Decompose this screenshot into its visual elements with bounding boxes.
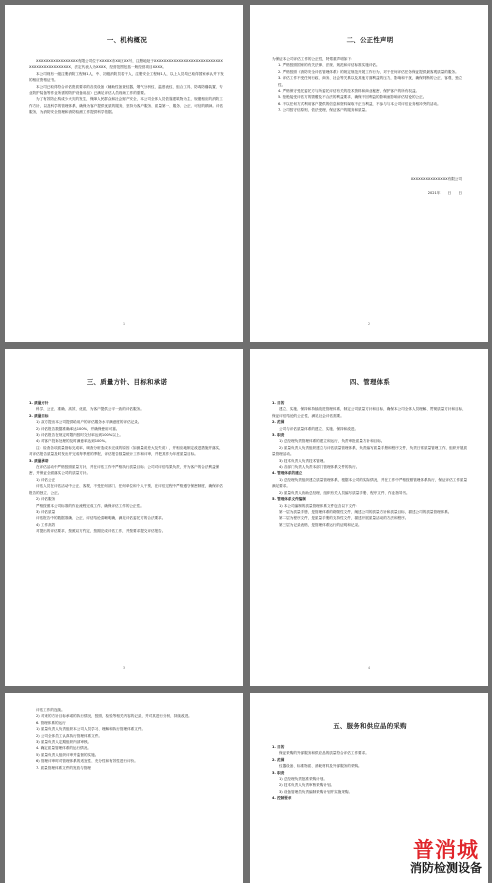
- paragraph: 3) 评估报告在规定时限内按时交付率达到100%以上。: [36, 433, 123, 438]
- signature-block: [272, 172, 468, 200]
- page-body: [29, 707, 225, 771]
- paragraph: 3. 职责: [272, 770, 285, 775]
- paragraph: 3) 质量负责人定期组织内部审核。: [36, 740, 92, 745]
- paragraph: 3. 质量承诺: [29, 458, 49, 463]
- paragraph: 4. 管理体系的建立: [272, 471, 303, 476]
- paragraph: 保证采购的外部服务和供应品的质量符合评估工作要求。: [279, 751, 369, 756]
- paragraph: 1. 目的: [272, 401, 285, 405]
- paragraph: 5. 管理体系文件编制: [272, 497, 306, 502]
- paragraph: 1) 评估公正: [36, 477, 56, 482]
- watermark-line1: 普消城: [412, 838, 479, 862]
- paragraph: 建立、实施、保持和持续改进管理体系，制定公司质量方针和目标，确保本公司全体人员理解、贯彻质量方针和目标，保证评估结论的公正性，满足社会评估需要。: [272, 407, 466, 418]
- paragraph: 为了有效防止构成少火灾的发生，保障人民群众和社会财产安全，本公司全体人员依靠建筑物为主，规避相应的消防工作方针，以及科学的管理体系，确保为客户提供优质的服务，坚持为客户服务、质量第一、服务、公正、可信的精神。评估服务，为消防安全管理和消防检测工作提供科学依据。: [29, 97, 224, 115]
- paragraph: 1) 总经理负责批准采购计划。: [279, 777, 327, 782]
- paragraph: 1) 总经理负责管理体系的建立和运行，负责审批质量方针和目标。: [279, 439, 385, 444]
- paragraph: 1. 严格按照国家的有关法律、法规、规范和评估标准实施评估。: [278, 63, 380, 68]
- statement-list: [272, 62, 468, 113]
- paragraph: 3) 技术负责人负责技术管理。: [279, 458, 327, 463]
- paragraph: 3) 评估质量: [36, 509, 56, 514]
- paragraph: 第三层为记录表格，是管理体系运行的证明和记录。: [279, 522, 362, 527]
- page-number: 1: [122, 322, 126, 326]
- paragraph: 2. 范围: [272, 757, 285, 762]
- paragraph: 2. 质量目标: [29, 413, 49, 418]
- intro-text: 为保证本公司评估工作的公正性，特郑重声明如下：: [272, 57, 355, 61]
- section-title: 五、服务和供应品的采购: [333, 722, 407, 730]
- paragraph: 7. 质量管理体系文件的发放与管理: [36, 765, 91, 770]
- page-number: 4: [367, 666, 371, 670]
- page-body: [29, 58, 225, 116]
- paragraph: 仪器设备、标准物质、消耗材料及外部服务的采购。: [279, 764, 362, 769]
- paragraph: 4) 工作高效: [36, 522, 56, 527]
- page-number: 2: [367, 322, 371, 326]
- sign-date: 2021年 日 日: [427, 190, 462, 195]
- paragraph: 3. 职责: [272, 433, 285, 438]
- paragraph: XXXXXXXXXXXXXXXXX有限公司位于XXXXX市XX区XX号，注册地址于XXXXXXXXXXXXXXXXXXXXXXXXXXXXXXXXXXXXXXXXXXXXX，法定代表人为XXXX，经营范围包括一般经营项目XXXX。: [29, 59, 223, 70]
- paragraph: 2) 评估报告数据准确率达100%，并确保使用可靠。: [36, 426, 120, 431]
- paragraph: 1) 双方提出本公司提供给用户的评估服务水平满意度的评估记录。: [36, 420, 142, 425]
- page-body: [29, 400, 225, 535]
- paragraph: 4) 对客户投诉处理的及时满意率达到100%。: [36, 439, 109, 444]
- paragraph: 6) 管理评审时对管理体系的适宜性、充分性和有效性进行评价。: [36, 759, 138, 764]
- paragraph: 1) 质量负责人负责组织本公司人员学习、理解和执行管理体系文件。: [36, 727, 146, 732]
- watermark-line2: 消防检测设备: [409, 861, 482, 875]
- paragraph: 6. 管理体系的运行: [36, 720, 66, 725]
- paragraph: 3. 评估工作不受任何行政、商务、社会等关系以及其他方面利益的压力，影响和干扰，确保判断的公正、客观、独立性。: [278, 76, 463, 87]
- paragraph: 1) 本公司编制的质量管理体系文件包含以下文件：: [279, 503, 360, 508]
- paragraph: 5. 拒绝接受评估方的馈赠及不合法的利益要求，确保不因利益的影响而影响评估结论的公正。: [278, 95, 427, 100]
- paragraph: 2) 对来的方针目标承诺的执行情况，按照，检验等相关内容的记录，并对其进行分析，持续改进。: [36, 714, 192, 719]
- paragraph: 2) 质量负责人负责组织建立与评估质量管理体系，负责编写质量手册和程序文件，负责日常质量管理工作，组织开展质量管理活动。: [272, 445, 468, 457]
- paragraph: 2. 范围: [272, 420, 285, 425]
- paragraph: 科学、公正、准确、高效、优质，为客户提供公平一致的评估服务。: [36, 407, 144, 412]
- paragraph: 6. 不以任何方式利用客户提供的信息和资料谋取不正当利益，不参与与本公司评估业务相冲突的活动。: [278, 101, 441, 106]
- paragraph: 公司与评估质量体系的建立、实施、保持和改进。: [279, 426, 359, 431]
- paragraph: 4) 各部门负责人负责本部门管理体系文件的执行。: [279, 465, 360, 470]
- paragraph: 7. 公司按守信原则，依法受理，保证客户的服务和质量。: [278, 108, 369, 113]
- paragraph: 第二层为程序文件，是质量手册的支持性文件，描述开展质量活动的方法和程序。: [279, 516, 409, 521]
- paragraph: 2) 评估服务: [36, 497, 56, 502]
- document-page-1: [5, 5, 243, 342]
- document-page-2: [250, 5, 488, 342]
- paragraph: 2) 公司全体员工认真执行管理体系文件。: [36, 733, 102, 738]
- paragraph: 4. 控制要求: [272, 796, 292, 801]
- paragraph: 5) 质量负责人组织评审并监督的实施。: [36, 752, 99, 757]
- section-title: 二、公正性声明: [346, 36, 394, 44]
- sign-company: XXXXXXXXXXXXXXX有限公司: [410, 176, 462, 181]
- paragraph: 本公司已取得符合评估资质要求的各类设备（辅助性备查仪器，烟气分析仪、温度表仪、组合工具、防毒防爆装置、专业防护装备等作业所需的防护设备用品）已满足评估人员现场工作的需要。: [29, 84, 223, 96]
- page-body: [272, 400, 468, 528]
- paragraph: 2) 质量负责人协助总经理，组织有关人员编写质量手册、程序文件、作业指导书。: [279, 490, 410, 495]
- paragraph: 1. 质量方针: [29, 401, 49, 405]
- brand-watermark: [410, 839, 482, 875]
- page-body: [272, 744, 468, 802]
- paragraph: 注：检查各项质量指标完成率，调查分析造成未完成的原因（如测量误差大及失误），并相应地制定改进措施并落实，对评估报告质量及时发出并完成每季度的季报，评估报告数量统计工作和评审，并把其作为年度质量目标。: [29, 445, 223, 457]
- paragraph: 4. 严格保守受托委托方与所委托评估有关的技术资料和商业秘密，保护客户的所有权益。: [278, 89, 420, 94]
- paragraph: 3) 设备管理员负责编制采购计划并实施采购。: [279, 789, 353, 794]
- page-number: 3: [122, 666, 126, 670]
- section-title: 一、机构概况: [106, 36, 148, 44]
- paragraph: 评估工作的连续。: [36, 708, 65, 712]
- section-title: 三、质量方针、目标和承诺: [86, 378, 168, 386]
- paragraph: 在评估活动中严格按照质量方针，并在评估工作中严格执行质量目标；公司对评估结果负责，并为客户的合法利益保密，并保证全面落实公司的质量方针。: [29, 465, 220, 476]
- paragraph: 1. 目的: [272, 745, 285, 749]
- paragraph: 2) 技术负责人负责审核采购计划。: [279, 783, 335, 788]
- document-page-5: [5, 693, 243, 883]
- paragraph: 严格按照本公司标准的作业流程完成工作，确保评估工作的公正性。: [36, 503, 144, 508]
- paragraph: 对提出的评估要求，按照双方约定，按期完成评估工作，并按要求提交评估报告。: [36, 529, 166, 534]
- paragraph: 4. 确定质量管理体系的运行情况。: [36, 746, 91, 751]
- paragraph: 评估报告中的数据准确、公正、评估结论清晰明确，满足评估委托方的合法要求。: [36, 516, 166, 521]
- paragraph: 本公司现有一级注册消防工程师1人，中、初级消防员若干人，注册安全工程师1人，以上人员均已取得国家承认并下发的相应资格证书。: [29, 71, 224, 83]
- paragraph: 第一层为质量手册，是管理体系的纲领性文件，阐述公司的质量方针和质量目标，描述公司的质量管理体系。: [279, 509, 452, 514]
- paragraph: 2. 严格按照《消防安全评估管理体系》的规定规范开展工作行为，对于任何评估任务保证提供最客观质量的服务。: [278, 69, 459, 74]
- document-page-4: [250, 349, 488, 686]
- paragraph: 评估人员在评估活动中公正、客观，不受任何部门、任何单位和个人干预，在评估过程中严格遵守保密制度，确保评估报告的独立、公正。: [29, 484, 223, 495]
- section-title: 四、管理体系: [349, 378, 391, 386]
- document-page-3: [5, 349, 243, 686]
- paragraph: 1) 总经理负责组织建立质量管理体系，根据本公司的实际情况，并在工作中严格按照管理体系执行，保证评估工作质量满足要求。: [272, 477, 468, 489]
